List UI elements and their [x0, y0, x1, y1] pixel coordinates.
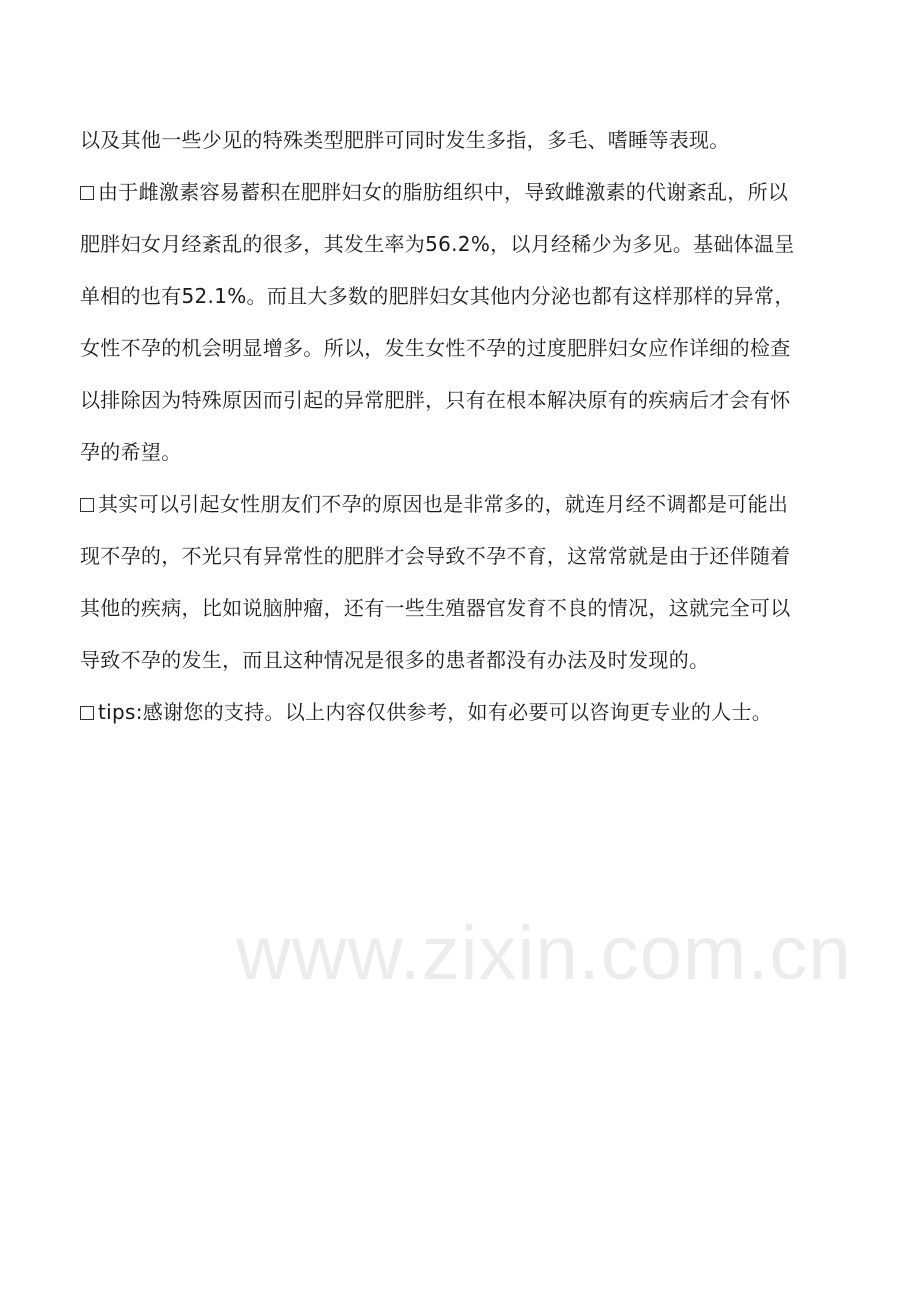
paragraph-4	[80, 686, 840, 738]
text-line: 导致不孕的发生，而且这种情况是很多的患者都没有办法及时发现的。	[80, 648, 710, 672]
text-line: 其他的疾病，比如说脑肿瘤，还有一些生殖器官发育不良的情况，这就完全可以	[80, 596, 791, 620]
text-line-content: 其实可以引起女性朋友们不孕的原因也是非常多的，就连月经不调都是可能出	[98, 492, 789, 516]
paragraph-2	[80, 166, 840, 478]
text-line: 以及其他一些少见的特殊类型肥胖可同时发生多指，多毛、嗜睡等表现。	[80, 128, 730, 152]
bullet-box-icon	[80, 186, 94, 200]
document-page	[80, 114, 840, 738]
text-line: 现不孕的，不光只有异常性的肥胖才会导致不孕不育，这常常就是由于还伴随着	[80, 544, 791, 568]
text-line: 孕的希望。	[80, 440, 182, 464]
bullet-box-icon	[80, 498, 94, 512]
text-line: 单相的也有52.1%。而且大多数的肥胖妇女其他内分泌也都有这样那样的异常，	[80, 284, 795, 308]
bullet-box-icon	[80, 706, 94, 720]
text-line	[80, 686, 840, 738]
text-line	[80, 166, 840, 218]
text-line: 肥胖妇女月经紊乱的很多，其发生率为56.2%，以月经稀少为多见。基础体温呈	[80, 232, 795, 256]
paragraph-3	[80, 478, 840, 686]
text-line-content: tips:感谢您的支持。以上内容仅供参考，如有必要可以咨询更专业的人士。	[98, 700, 773, 724]
text-line: 以排除因为特殊原因而引起的异常肥胖，只有在根本解决原有的疾病后才会有怀	[80, 388, 791, 412]
watermark-text: www.zixin.com.cn	[236, 911, 852, 996]
text-line-content: 由于雌激素容易蓄积在肥胖妇女的脂肪组织中，导致雌激素的代谢紊乱，所以	[98, 180, 789, 204]
text-line: 女性不孕的机会明显增多。所以，发生女性不孕的过度肥胖妇女应作详细的检查	[80, 336, 791, 360]
paragraph-1	[80, 114, 840, 166]
text-line	[80, 478, 840, 530]
